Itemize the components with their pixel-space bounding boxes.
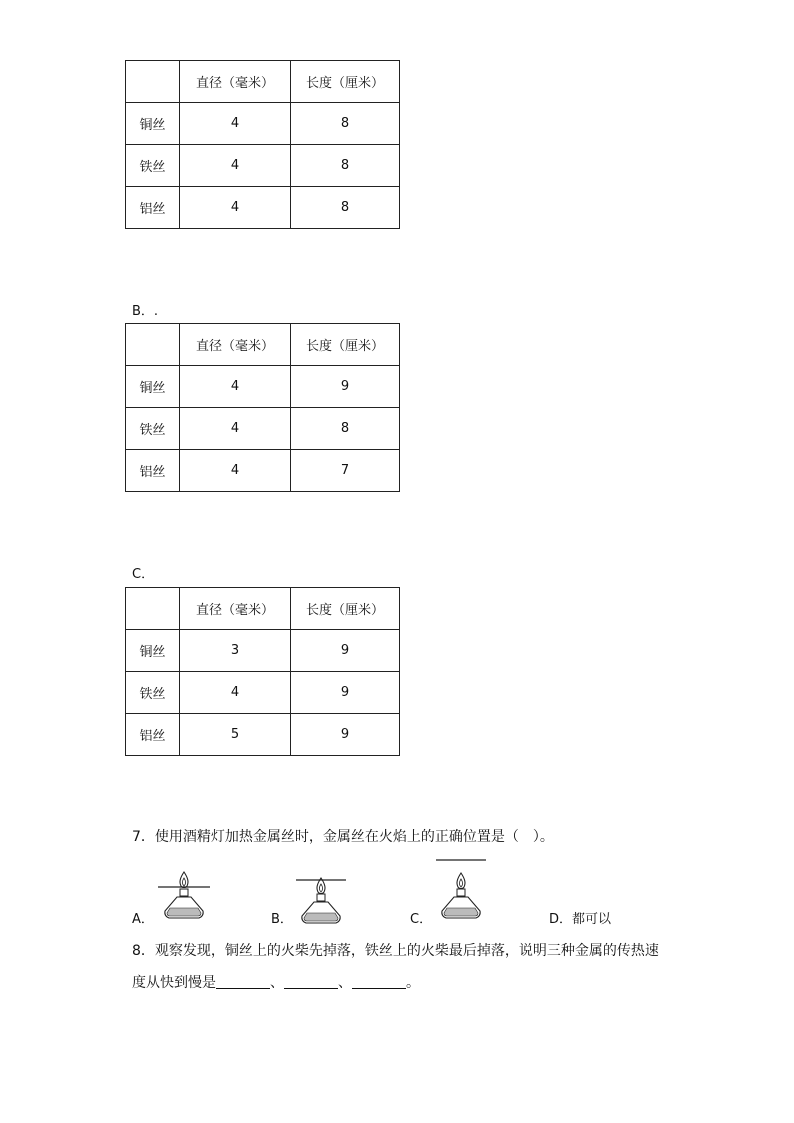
header-cell: [126, 324, 180, 366]
table-cell: 铁丝: [126, 145, 180, 187]
table-cell: 铁丝: [126, 408, 180, 450]
table-cell: 4: [180, 103, 291, 145]
table-cell: 铝丝: [126, 187, 180, 229]
table-row: [126, 324, 400, 366]
table-cell: 铝丝: [126, 450, 180, 492]
table-cell: 4: [180, 450, 291, 492]
table-cell: 9: [291, 630, 400, 672]
table-cell: 8: [291, 187, 400, 229]
table-row: [126, 145, 400, 187]
table-cell: 3: [180, 630, 291, 672]
table-row: [126, 187, 400, 229]
option-c-label: C．: [132, 567, 155, 582]
table-cell: 9: [291, 672, 400, 714]
table-row: [126, 588, 400, 630]
table-a: [125, 60, 400, 229]
q7-option-c[interactable]: C．: [410, 912, 433, 927]
table-cell: 4: [180, 672, 291, 714]
header-cell: 长度（厘米）: [291, 324, 400, 366]
separator: 、: [270, 975, 284, 991]
header-cell: 直径（毫米）: [180, 61, 291, 103]
question-8-prefix: 度从快到慢是: [132, 975, 216, 991]
q7-option-a[interactable]: A．: [132, 912, 154, 927]
table-cell: 9: [291, 714, 400, 756]
table-cell: 8: [291, 103, 400, 145]
table-cell: 铁丝: [126, 672, 180, 714]
table-row: [126, 408, 400, 450]
table-cell: 铜丝: [126, 630, 180, 672]
alcohol-lamp-b-icon: [296, 872, 350, 930]
alcohol-lamp-a-icon: [158, 870, 212, 928]
q7-option-d[interactable]: D．都可以: [549, 912, 612, 927]
header-cell: [126, 588, 180, 630]
table-cell: 4: [180, 145, 291, 187]
table-row: [126, 103, 400, 145]
table-cell: 4: [180, 187, 291, 229]
table-row: [126, 630, 400, 672]
separator: 、: [338, 975, 352, 991]
table-row: [126, 714, 400, 756]
table-row: [126, 61, 400, 103]
table-cell: 铜丝: [126, 103, 180, 145]
question-8-line2: [132, 972, 420, 992]
table-c: [125, 587, 400, 756]
period: 。: [406, 975, 420, 991]
answer-blank-2[interactable]: [284, 974, 338, 989]
answer-blank-1[interactable]: [216, 974, 270, 989]
header-cell: 直径（毫米）: [180, 588, 291, 630]
header-cell: 直径（毫米）: [180, 324, 291, 366]
table-cell: 5: [180, 714, 291, 756]
option-b-label: B．.: [132, 304, 159, 319]
table-cell: 8: [291, 408, 400, 450]
table-cell: 9: [291, 366, 400, 408]
table-cell: 7: [291, 450, 400, 492]
q7-option-b[interactable]: B．: [271, 912, 293, 927]
table-b: [125, 323, 400, 492]
question-7-text: 7．使用酒精灯加热金属丝时，金属丝在火焰上的正确位置是（ ）。: [132, 829, 554, 845]
question-8-line1: 8．观察发现，铜丝上的火柴先掉落，铁丝上的火柴最后掉落，说明三种金属的传热速: [132, 943, 659, 959]
header-cell: 长度（厘米）: [291, 61, 400, 103]
table-cell: 8: [291, 145, 400, 187]
table-cell: 4: [180, 366, 291, 408]
table-row: [126, 366, 400, 408]
answer-blank-3[interactable]: [352, 974, 406, 989]
table-row: [126, 450, 400, 492]
table-cell: 4: [180, 408, 291, 450]
header-cell: [126, 61, 180, 103]
header-cell: 长度（厘米）: [291, 588, 400, 630]
alcohol-lamp-c-icon: [434, 855, 488, 927]
table-cell: 铜丝: [126, 366, 180, 408]
table-row: [126, 672, 400, 714]
table-cell: 铝丝: [126, 714, 180, 756]
